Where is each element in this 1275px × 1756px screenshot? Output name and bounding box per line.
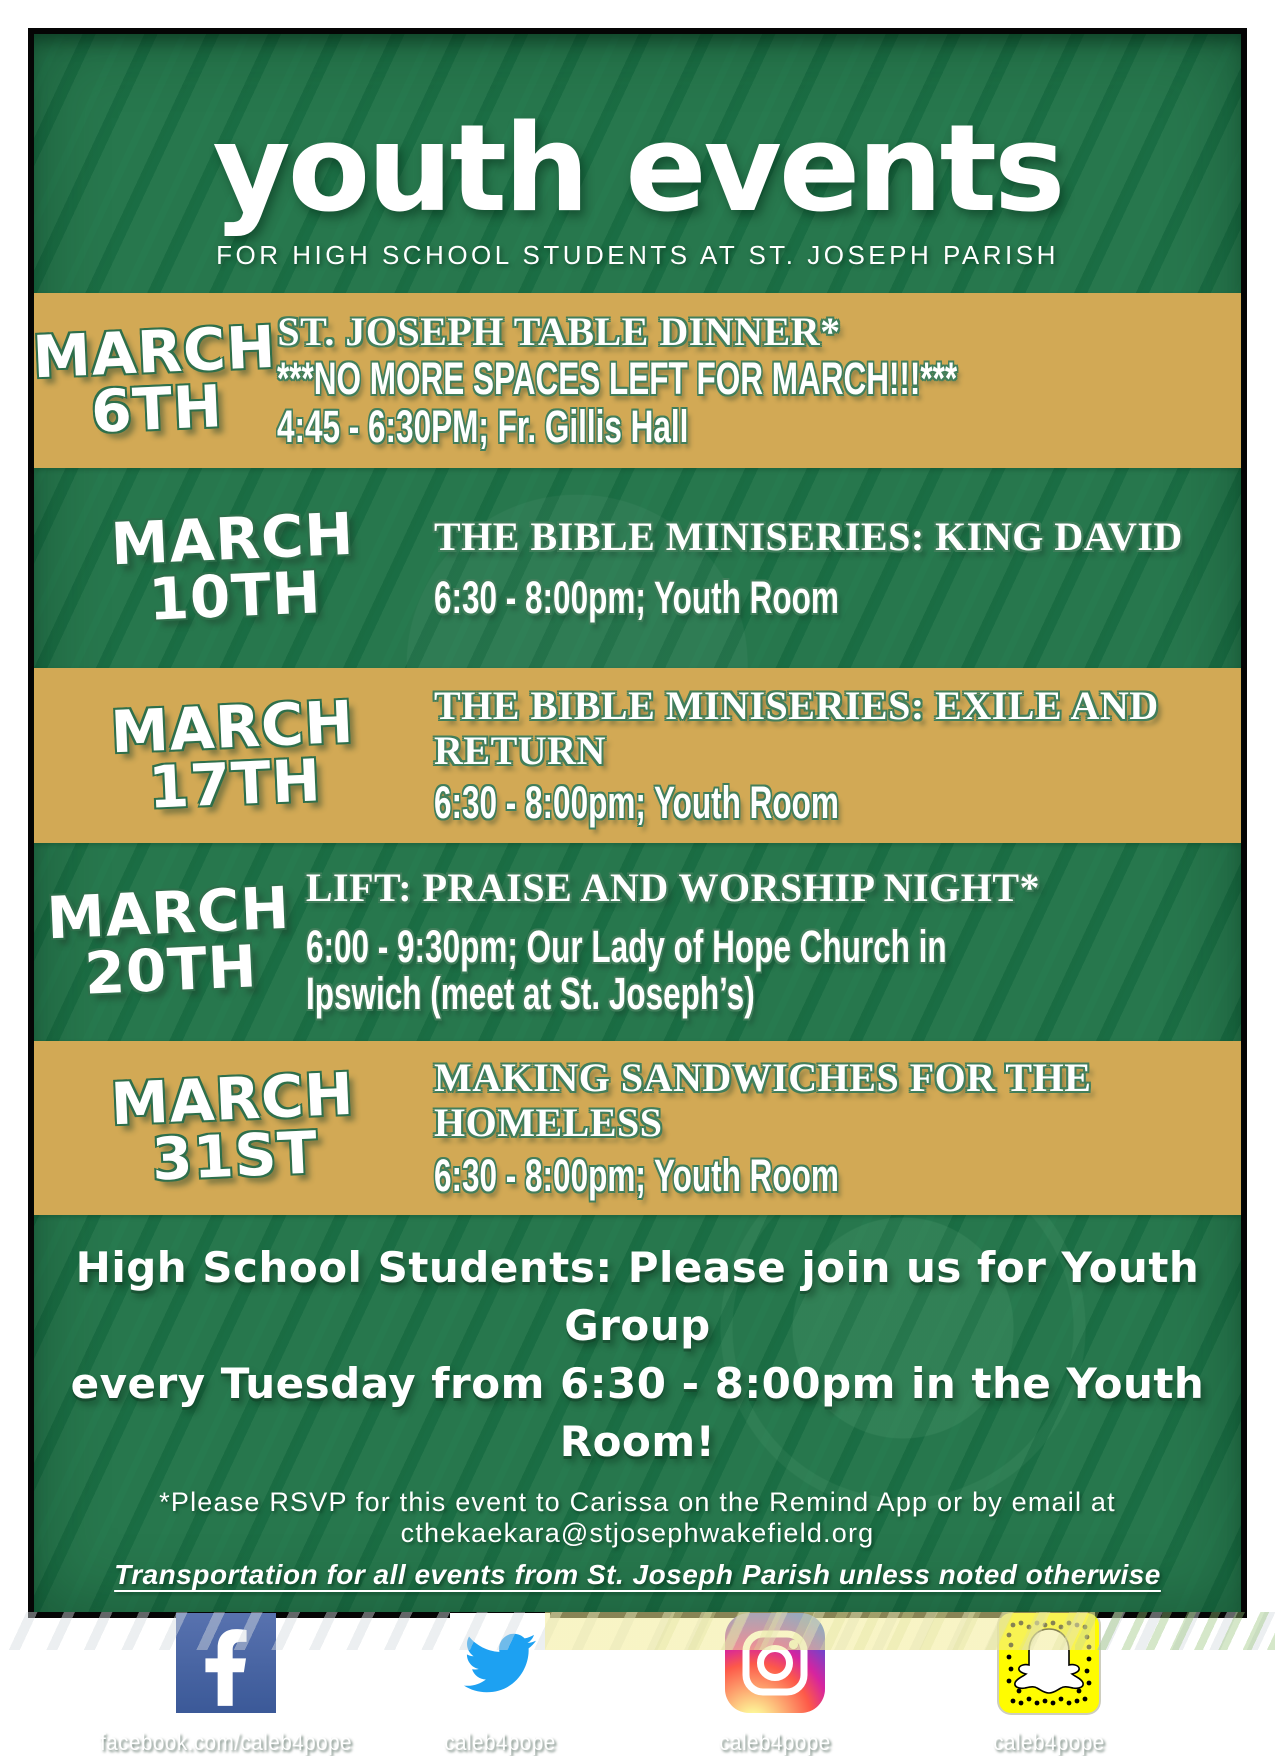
event-title: LIFT: PRAISE AND WORSHIP NIGHT* — [305, 864, 1041, 910]
transportation-note: Transportation for all events from St. Joseph Parish unless noted otherwise — [114, 1558, 1161, 1590]
poster-title: youth events — [212, 100, 1063, 239]
event-date-month: MARCH — [45, 873, 292, 953]
event-time-location: 4:45 - 6:30PM; Fr. Gillis Hall — [277, 400, 689, 452]
social-label: caleb4pope — [444, 1728, 557, 1755]
youth-events-poster — [28, 28, 1247, 1755]
event-title: THE BIBLE MINISERIES: KING DAVID — [434, 513, 1183, 559]
event-time-location-line-2: Ipswich (meet at St. Joseph’s) — [305, 968, 755, 1020]
event-note: ***NO MORE SPACES LEFT FOR MARCH!!!*** — [277, 353, 958, 405]
poster-header — [34, 34, 1241, 293]
event-date-day: 17TH — [147, 745, 324, 822]
event-date — [109, 499, 358, 634]
event-date — [45, 873, 294, 1008]
event-date-month: MARCH — [109, 499, 356, 579]
page-margin-decoration — [0, 1612, 1275, 1650]
event-time-location: 6:30 - 8:00pm; Youth Room — [434, 571, 839, 623]
event-row-march-20 — [34, 843, 1241, 1041]
event-date-month: MARCH — [31, 312, 278, 391]
poster-footer — [34, 1215, 1241, 1755]
event-date-month: MARCH — [109, 1059, 356, 1139]
social-label: caleb4pope — [718, 1728, 831, 1755]
rsvp-note: *Please RSVP for this event to Carissa on the Remind App or by email at cthekaekara@stjosephwakefield.org — [159, 1486, 1116, 1548]
event-date — [109, 1059, 358, 1194]
event-date-day: 6TH — [89, 371, 225, 446]
event-title-line-2: RETURN — [434, 727, 606, 773]
event-date-day: 31ST — [150, 1118, 320, 1194]
event-title: THE BIBLE MINISERIES: EXILE AND — [434, 682, 1159, 728]
event-time-location: 6:30 - 8:00pm; Youth Room — [434, 1149, 839, 1201]
social-label: caleb4pope — [993, 1728, 1105, 1755]
event-title: MAKING SANDWICHES FOR THE — [434, 1055, 1092, 1101]
announcement-line-1: High School Students: Please join us for Youth Group — [75, 1243, 1200, 1350]
event-title: ST. JOSEPH TABLE DINNER* — [277, 309, 841, 355]
event-date-day: 20TH — [83, 932, 259, 1008]
event-row-march-6 — [31, 293, 1241, 468]
event-time-location: 6:30 - 8:00pm; Youth Room — [434, 777, 839, 829]
event-date — [109, 687, 358, 822]
event-date-day: 10TH — [147, 558, 324, 634]
event-row-march-31 — [34, 1041, 1241, 1215]
poster-subtitle: FOR HIGH SCHOOL STUDENTS AT ST. JOSEPH PARISH — [216, 240, 1059, 270]
social-label: facebook.com/caleb4pope — [100, 1728, 353, 1755]
event-row-march-10 — [34, 468, 1241, 668]
event-row-march-17 — [34, 668, 1241, 843]
event-time-location: 6:00 - 9:30pm; Our Lady of Hope Church in — [305, 920, 947, 972]
event-date — [31, 312, 280, 446]
announcement-line-2: every Tuesday from 6:30 - 8:00pm in the Youth Room! — [70, 1358, 1205, 1466]
event-date-month: MARCH — [109, 687, 356, 766]
event-title-line-2: HOMELESS — [434, 1100, 663, 1146]
